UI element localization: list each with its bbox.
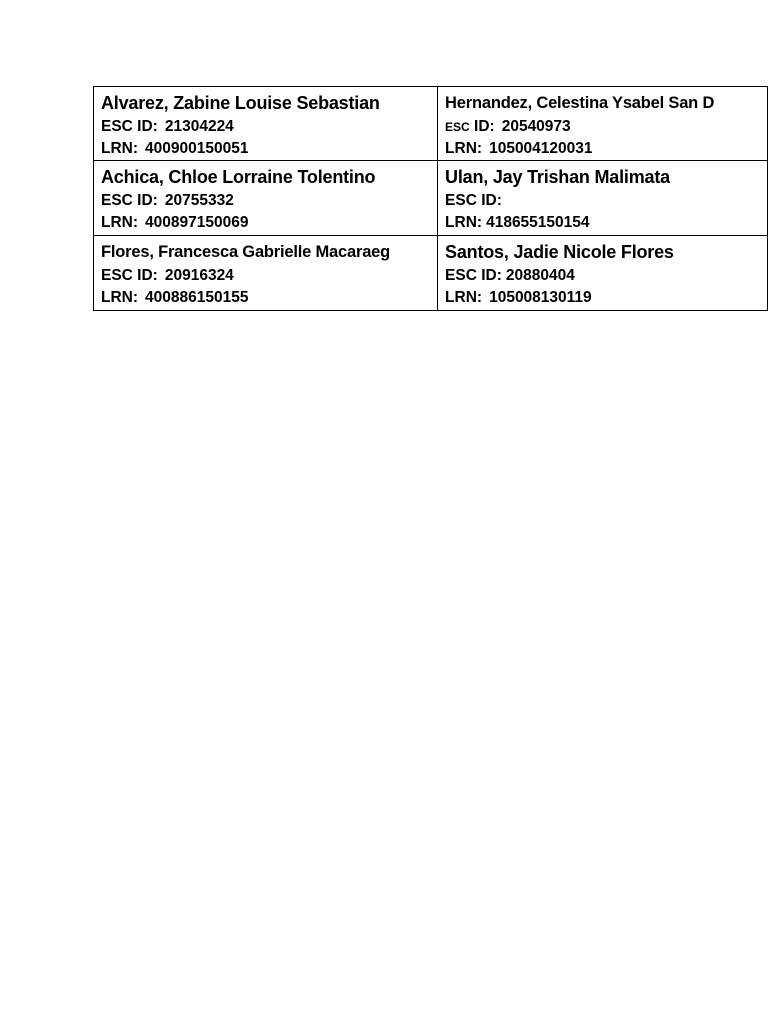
esc-id-value: 20540973 [501,118,571,135]
student-name: Ulan, Jay Trishan Malimata [445,167,670,187]
lrn-label: LRN: [101,289,139,306]
esc-id-label: ID: [469,118,495,135]
student-cell [94,236,438,311]
esc-id-value: 20880404 [505,267,575,284]
lrn-label: LRN: [445,289,483,306]
esc-id-value: 20916324 [164,267,234,284]
student-cell [438,87,768,161]
table-row [94,87,768,161]
esc-id-value: 20755332 [164,192,234,209]
lrn-value: 418655150154 [486,214,590,231]
student-cell [94,161,438,236]
lrn-line [101,138,437,160]
student-name: Achica, Chloe Lorraine Tolentino [101,167,376,187]
lrn-line [445,212,767,234]
lrn-label: LRN: [445,214,483,231]
student-cell [438,236,768,311]
lrn-line [445,138,767,160]
esc-id-line [445,265,767,287]
esc-id-label: ESC ID: [101,118,158,135]
lrn-value: 400900150051 [145,140,249,157]
esc-id-label: ESC ID: [101,192,158,209]
table-row [94,236,768,311]
lrn-line [101,287,437,309]
esc-label-small: ESC [445,120,470,134]
lrn-label: LRN: [445,140,483,157]
lrn-value: 400897150069 [145,214,249,231]
lrn-value: 105004120031 [489,140,593,157]
student-name: Alvarez, Zabine Louise Sebastian [101,93,380,113]
esc-id-label: ESC ID: [445,192,502,209]
student-cell [94,87,438,161]
student-name: Hernandez, Celestina Ysabel San D [445,94,715,112]
lrn-value: 400886150155 [145,289,249,306]
lrn-label: LRN: [101,214,139,231]
student-roster-table [93,86,768,311]
lrn-value: 105008130119 [489,289,592,306]
esc-id-label: ESC ID: [445,267,502,284]
esc-id-value: 21304224 [164,118,234,135]
esc-id-line [101,190,437,212]
lrn-label: LRN: [101,140,139,157]
student-name: Flores, Francesca Gabrielle Macaraeg [101,243,391,261]
esc-id-line [101,265,437,287]
esc-id-line [445,116,767,138]
esc-id-label: ESC ID: [101,267,158,284]
esc-id-line [101,116,437,138]
table-row [94,161,768,236]
student-cell [438,161,768,236]
esc-id-line [445,190,767,212]
lrn-line [101,212,437,234]
lrn-line [445,287,767,309]
student-name: Santos, Jadie Nicole Flores [445,242,674,262]
